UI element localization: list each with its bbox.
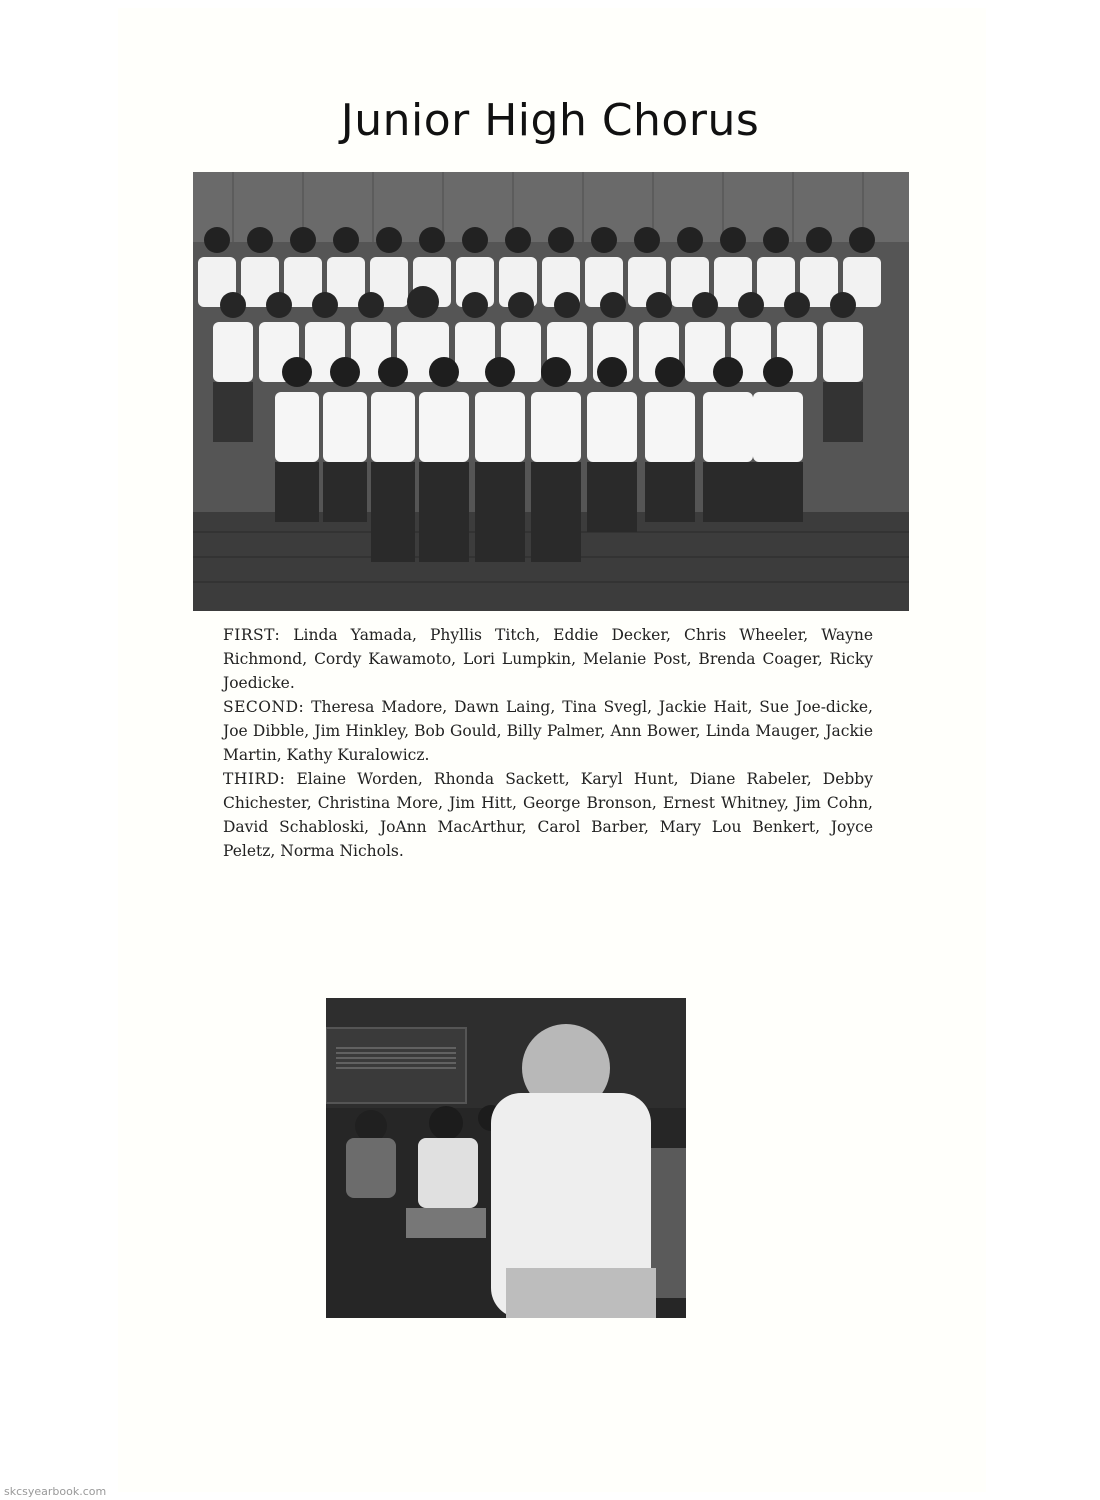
caption-second-row [223,695,873,767]
caption-first-label: FIRST: [223,626,281,644]
caption-third-row [223,767,873,863]
caption-second-label: SECOND: [223,698,305,716]
site-watermark: skcsyearbook.com [4,1485,107,1498]
caption-first-row [223,623,873,695]
caption-first-names: Linda Yamada, Phyllis Titch, Eddie Decker, Chris Wheeler, Wayne Richmond, Cordy Kawamoto, Lori Lumpkin, Melanie Post, Brenda Coager, Ricky Joedicke. [223,626,873,692]
chorus-group-photo [193,172,909,611]
page-title: Junior High Chorus [340,95,760,146]
rehearsal-photo [326,998,686,1318]
member-captions [223,623,873,863]
caption-third-names: Elaine Worden, Rhonda Sackett, Karyl Hunt, Diane Rabeler, Debby Chichester, Christina More, Jim Hitt, George Bronson, Ernest Whitney, Jim Cohn, David Schabloski, JoAnn MacArthur, Carol Barber, Mary Lou Benkert, Joyce Peletz, Norma Nichols. [223,770,873,860]
caption-second-names: Theresa Madore, Dawn Laing, Tina Svegl, Jackie Hait, Sue Joe-dicke, Joe Dibble, Jim Hinkley, Bob Gould, Billy Palmer, Ann Bower, Linda Mauger, Jackie Martin, Kathy Kuralowicz. [223,698,873,764]
caption-third-label: THIRD: [223,770,286,788]
